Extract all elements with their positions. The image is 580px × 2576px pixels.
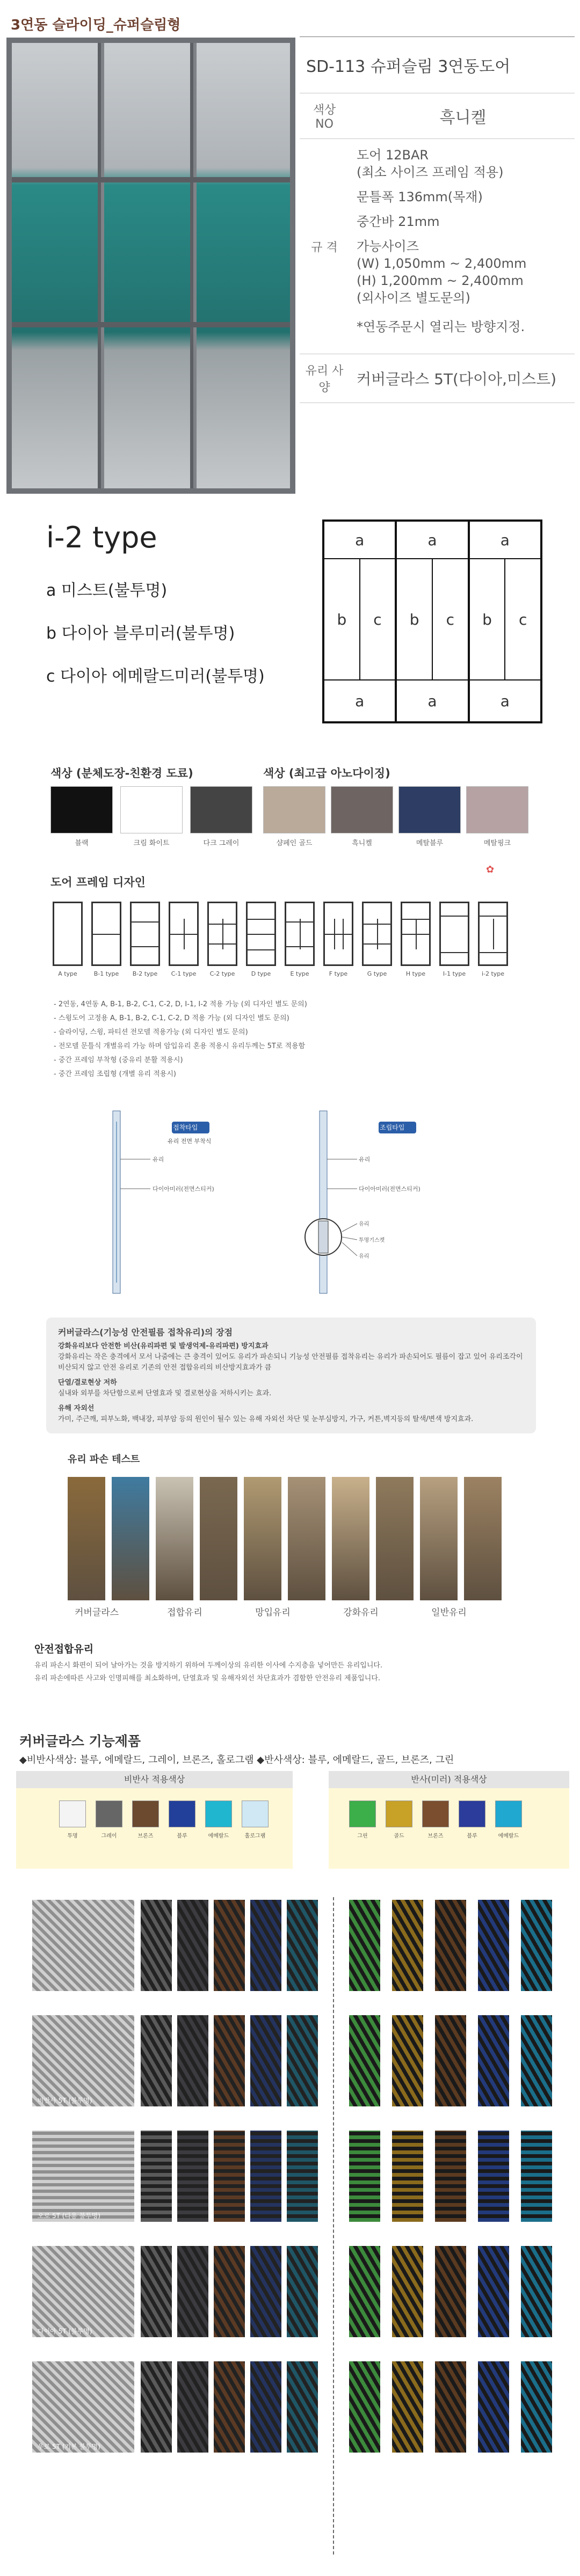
texture-swatch xyxy=(141,2361,172,2453)
type-option: a 미스트(불투명) xyxy=(46,581,168,600)
texture-swatch xyxy=(250,2131,281,2222)
glass-value: 커버글라스 5T(다이아,미스트) xyxy=(349,354,575,403)
texture-swatch xyxy=(214,2015,245,2106)
texture-swatch xyxy=(177,2015,208,2106)
texture-swatch xyxy=(141,2131,172,2222)
texture-swatch xyxy=(177,1900,208,1991)
break-test-photo xyxy=(200,1477,237,1600)
cell-c: c xyxy=(446,610,455,628)
texture-swatch xyxy=(478,1900,509,1991)
door-panel xyxy=(12,43,101,488)
info-heading: 강화유리보다 안전한 비산(유리파편 및 발생억제-유리파편) 방지효과 xyxy=(58,1342,269,1350)
texture-swatch xyxy=(141,2015,172,2106)
assembly-label: 유리 xyxy=(359,1156,371,1163)
glass-color-label: 브론즈 xyxy=(427,1833,444,1839)
frame-note: - 스윙도어 고정용 A, B-1, B-2, C-1, C-2, D 적용 가능 (외 디자인 별도 문의) xyxy=(54,1014,289,1022)
frame-design xyxy=(478,902,508,966)
texture-swatch xyxy=(392,1900,423,1991)
frame-design xyxy=(285,902,315,966)
texture-swatch xyxy=(250,2246,281,2337)
texture-swatch xyxy=(287,2131,318,2222)
frame-design-label: i-2 type xyxy=(481,970,505,977)
break-test-photo xyxy=(464,1477,502,1600)
glass-color-label: 그린 xyxy=(357,1833,368,1839)
size-line: (H) 1,200mm ~ 2,400mm xyxy=(357,273,524,288)
cell-b: b xyxy=(397,559,433,679)
color-swatch-label: 메탈블루 xyxy=(416,839,444,847)
glass-color-swatch xyxy=(59,1801,86,1827)
cell-a: a xyxy=(397,522,467,559)
size-line: 가능사이즈 xyxy=(357,239,419,254)
glass-color-swatch xyxy=(495,1801,522,1827)
texture-swatch xyxy=(349,2246,380,2337)
color-swatch xyxy=(466,786,528,833)
texture-swatch xyxy=(349,2361,380,2453)
texture-swatch xyxy=(392,2246,423,2337)
texture-swatch xyxy=(435,2015,466,2106)
adhesive-sub: 유리 전면 부착식 xyxy=(168,1138,212,1145)
texture-sample xyxy=(32,2246,134,2337)
texture-swatch xyxy=(287,1900,318,1991)
size-label: 규 격 xyxy=(300,139,349,354)
assembly-label: 투명기스켓 xyxy=(359,1238,385,1243)
info-text: 가미, 주근깨, 피부노화, 백내장, 피부암 등의 원인이 될수 있는 유해 자외선 차단 및 눈부심방지, 가구, 커튼,벽지등의 탈색/변색 방지효과. xyxy=(58,1415,474,1423)
frame-design-label: A type xyxy=(58,970,77,977)
glass-color-swatch xyxy=(169,1801,195,1827)
glass-color-label: 에메랄드 xyxy=(208,1833,229,1839)
texture-swatch xyxy=(521,2361,552,2453)
glass-color-swatch xyxy=(96,1801,122,1827)
color-swatch xyxy=(331,786,393,833)
texture-label: 비반사 5T (불투명) xyxy=(38,2097,92,2104)
texture-swatch xyxy=(250,2015,281,2106)
door-bar xyxy=(12,177,290,182)
color-swatch-label: 메탈핑크 xyxy=(483,839,511,847)
glass-color-label: 투명 xyxy=(67,1833,78,1839)
break-test-label: 접합유리 xyxy=(167,1607,202,1618)
glass-color-swatch xyxy=(459,1801,485,1827)
adhesive-tag: 접착타입 xyxy=(173,1124,198,1131)
glass-color-swatch xyxy=(205,1801,232,1827)
color-label: 색상NO xyxy=(300,93,349,139)
frame-design-label: H type xyxy=(405,970,426,977)
texture-swatch xyxy=(349,2131,380,2222)
texture-swatch xyxy=(392,2131,423,2222)
frame-note: - 중간 프레임 조립형 (개별 유리 적용시) xyxy=(54,1070,176,1078)
texture-swatch xyxy=(177,2131,208,2222)
glass-color-label: 골드 xyxy=(394,1833,404,1839)
info-text: 강화유리는 작은 충격에서 모서 나줌에는 큰 충격이 있어도 유리가 파손되니 기능성 안전필름 접착유리는 유리가 파손되어도 필름이 잡고 있어 유리조각이 비산되지 않고 안전 유리로 기존의 안전 접합유리의 비산방지효과가 큼 xyxy=(58,1353,523,1372)
glass-color-swatch xyxy=(349,1801,376,1827)
texture-swatch xyxy=(141,1900,172,1991)
size-values xyxy=(349,139,575,354)
cell-b: b xyxy=(324,559,360,679)
break-test-photo xyxy=(244,1477,281,1600)
cell-a: a xyxy=(324,679,395,721)
frame-design-label: E type xyxy=(290,970,309,977)
type-title: i-2 type xyxy=(46,521,157,554)
door-panel xyxy=(104,43,193,488)
texture-swatch xyxy=(478,2015,509,2106)
glass-color-label: 블루 xyxy=(467,1833,477,1839)
frame-design-label: I-1 type xyxy=(443,970,466,977)
frame-color-title: 색상 (분체도장-친환경 도료) xyxy=(50,767,193,780)
frame-design-label: G type xyxy=(367,970,387,977)
glass-color-label: 에메랄드 xyxy=(498,1833,519,1839)
anod-color-title: 색상 (최고급 아노다이징) xyxy=(263,767,390,780)
texture-swatch xyxy=(287,2015,318,2106)
page-header-title: 3연동 슬라이딩_슈퍼슬림형 xyxy=(11,17,181,33)
size-line: (최소 사이즈 프레임 적용) xyxy=(357,165,504,180)
texture-swatch xyxy=(214,2131,245,2222)
glass-color-label: 홀로그램 xyxy=(244,1833,266,1839)
assembly-label: 유리 xyxy=(359,1221,369,1227)
color-swatch xyxy=(50,786,113,833)
frame-design-label: C-1 type xyxy=(171,970,197,977)
color-swatch xyxy=(398,786,461,833)
color-swatch-label: 샴페인 골드 xyxy=(276,839,313,847)
texture-swatch xyxy=(177,2246,208,2337)
texture-swatch xyxy=(478,2131,509,2222)
break-test-photo xyxy=(332,1477,369,1600)
texture-swatch xyxy=(435,2361,466,2453)
frame-design xyxy=(439,902,469,966)
frame-note: - 전모델 문틀식 개별유리 가능 하며 암입유리 혼용 적용시 유리두께는 5T로 적용함 xyxy=(54,1042,306,1050)
adhesive-label: 유리 xyxy=(153,1156,164,1163)
frame-design-label: D type xyxy=(251,970,271,977)
frame-design-label: B-2 type xyxy=(132,970,158,977)
color-swatch-label: 블랙 xyxy=(75,839,89,847)
glass-color-swatch xyxy=(386,1801,412,1827)
size-line: 문틀폭 136mm(목재) xyxy=(357,189,483,204)
door-bar xyxy=(12,322,290,327)
break-test-label: 강화유리 xyxy=(343,1607,379,1618)
adhesive-label: 다이아미러(전면스티커) xyxy=(153,1185,214,1192)
spec-table xyxy=(300,36,575,403)
break-test-photo xyxy=(68,1477,105,1600)
safety-title: 안전접합유리 xyxy=(34,1643,94,1655)
texture-swatch xyxy=(435,2131,466,2222)
texture-swatch xyxy=(250,1900,281,1991)
frame-design xyxy=(130,902,160,966)
frame-design xyxy=(91,902,121,966)
texture-swatch xyxy=(478,2361,509,2453)
assembly-label: 다이아미러(전면스티커) xyxy=(359,1185,421,1192)
texture-sample xyxy=(32,2361,134,2453)
cover-glass-info xyxy=(46,1318,536,1433)
glass-color-swatch xyxy=(422,1801,449,1827)
ref-title: 반사(미러) 적용색상 xyxy=(329,1771,569,1788)
cell-a: a xyxy=(470,522,540,559)
frame-design xyxy=(207,902,237,966)
texture-label: 우로 5T (기본 불투명) xyxy=(38,2443,100,2450)
break-test-photo xyxy=(156,1477,193,1600)
info-title: 커버글라스(기능성 안전필름 접착유리)의 장점 xyxy=(58,1327,233,1337)
break-test-photo xyxy=(288,1477,325,1600)
cell-c: c xyxy=(518,610,527,628)
cell-a: a xyxy=(324,522,395,559)
texture-swatch xyxy=(287,2246,318,2337)
glass-color-label: 블루 xyxy=(177,1833,187,1839)
frame-design xyxy=(169,902,199,966)
texture-swatch xyxy=(521,2131,552,2222)
model-name: SD-113 슈퍼슬림 3연동도어 xyxy=(300,37,575,93)
type-diagram xyxy=(322,519,542,723)
size-line: 중간바 21mm xyxy=(357,214,440,229)
texture-sample xyxy=(32,2015,134,2106)
texture-swatch xyxy=(214,2361,245,2453)
break-test-photo xyxy=(420,1477,458,1600)
break-test-photo xyxy=(112,1477,149,1600)
frame-design-label: B-1 type xyxy=(93,970,119,977)
door-product-image xyxy=(6,38,295,494)
assembly-label: 유리 xyxy=(359,1254,369,1260)
break-test-photo xyxy=(376,1477,414,1600)
texture-swatch xyxy=(435,1900,466,1991)
glass-label: 유리 사양 xyxy=(300,354,349,403)
texture-label: 다이아 5T (불투명) xyxy=(38,2328,92,2335)
texture-swatch xyxy=(177,2361,208,2453)
info-heading: 유해 자외선 xyxy=(58,1404,95,1413)
size-line: (외사이즈 별도문의) xyxy=(357,290,470,305)
type-option: b 다이아 블루미러(불투명) xyxy=(46,624,235,643)
color-swatch-label: 흑니켈 xyxy=(352,839,372,847)
safety-text: 유리 파손시 화편이 되어 날아가는 것을 방지하기 위하여 두께이상의 유리한 이사에 수지층을 넣어만든 유리입니다. xyxy=(34,1662,383,1670)
texture-sample xyxy=(32,2131,134,2222)
glass-color-swatch xyxy=(132,1801,159,1827)
divider xyxy=(333,1897,334,2555)
cell-a: a xyxy=(397,679,467,721)
glass-color-label: 그레이 xyxy=(101,1833,117,1839)
frame-note: - 2연동, 4연동 A, B-1, B-2, C-1, C-2, D, I-1, I-2 적용 가능 (외 디자인 별도 문의) xyxy=(54,1000,307,1008)
safety-text: 유리 파손에따른 사고와 인명피해를 최소화하며, 단열효과 및 유해자외선 차단효과가 겸함한 안전유리 제품입니다. xyxy=(34,1674,380,1682)
texture-swatch xyxy=(287,2361,318,2453)
texture-swatch xyxy=(349,1900,380,1991)
frame-design xyxy=(362,902,392,966)
color-swatch xyxy=(190,786,252,833)
door-panel xyxy=(197,43,290,488)
texture-swatch xyxy=(214,2246,245,2337)
glass-color-label: 브론즈 xyxy=(137,1833,154,1839)
assembly-tag: 조립타입 xyxy=(380,1124,405,1131)
info-text: 실내와 외부를 차단함으로써 단열효과 및 결로현상을 저하시키는 효과. xyxy=(58,1389,272,1397)
cell-c: c xyxy=(373,610,382,628)
info-heading: 단열/결로현상 저하 xyxy=(58,1379,117,1387)
cell-b: b xyxy=(470,559,506,679)
texture-label: 오로 5T (다용 불투명) xyxy=(38,2212,100,2220)
texture-swatch xyxy=(521,1900,552,1991)
color-swatch-label: 크림 화이트 xyxy=(133,839,170,847)
color-value: 흑니켈 xyxy=(349,93,575,139)
texture-swatch xyxy=(435,2246,466,2337)
texture-swatch xyxy=(521,2015,552,2106)
frame-design xyxy=(401,902,431,966)
frame-design xyxy=(323,902,353,966)
break-test-label: 망입유리 xyxy=(255,1607,291,1618)
frame-note: - 슬라이딩, 스윙, 파티션 전모델 적용가능 (외 디자인 별도 문의) xyxy=(54,1028,248,1036)
type-option: c 다이아 에메랄드미러(불투명) xyxy=(46,667,265,686)
new-mark-icon: ✿ xyxy=(486,864,495,875)
texture-swatch xyxy=(141,2246,172,2337)
texture-swatch xyxy=(392,2361,423,2453)
texture-sample xyxy=(32,1900,134,1991)
cover-subtitle: ◆비반사색상: 블루, 에메랄드, 그레이, 브론즈, 홀로그램 ◆반사색상: 블루, 에메랄드, 골드, 브론즈, 그린 xyxy=(19,1754,454,1766)
cover-title: 커버글라스 기능제품 xyxy=(19,1733,141,1749)
break-test-label: 일반유리 xyxy=(431,1607,467,1618)
texture-swatch xyxy=(214,1900,245,1991)
size-line: (W) 1,050mm ~ 2,400mm xyxy=(357,256,527,271)
texture-swatch xyxy=(521,2246,552,2337)
color-swatch xyxy=(263,786,325,833)
texture-swatch xyxy=(478,2246,509,2337)
test-title: 유리 파손 테스트 xyxy=(68,1454,140,1465)
frame-design xyxy=(246,902,276,966)
color-swatch-label: 다크 그레이 xyxy=(203,839,240,847)
size-line: *연동주문시 열리는 방향지정. xyxy=(357,319,525,334)
frame-note: - 중간 프레임 부착형 (중유리 분활 적용시) xyxy=(54,1056,183,1064)
size-line: 도어 12BAR xyxy=(357,148,429,163)
texture-swatch xyxy=(392,2015,423,2106)
cell-a: a xyxy=(470,679,540,721)
texture-swatch xyxy=(349,2015,380,2106)
frame-design-title: 도어 프레임 디자인 xyxy=(50,876,146,889)
color-swatch xyxy=(120,786,183,833)
frame-design xyxy=(53,902,83,966)
nonref-title: 비반사 적용색상 xyxy=(16,1771,293,1788)
frame-design-label: F type xyxy=(329,970,348,977)
frame-design-label: C-2 type xyxy=(209,970,235,977)
texture-swatch xyxy=(250,2361,281,2453)
break-test-label: 커버글라스 xyxy=(74,1607,119,1618)
glass-color-swatch xyxy=(242,1801,269,1827)
